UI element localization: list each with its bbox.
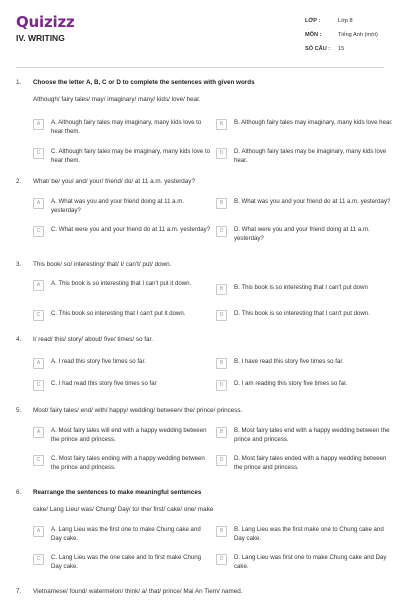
- option-letter-box: A: [33, 119, 44, 130]
- option-text: A. What was you and your friend doing at 11 a.m. yesterday?: [51, 198, 185, 214]
- option-letter-box: A: [33, 358, 44, 369]
- option-text: B. Most fairy tales end with a happy wedding between the prince and princess.: [234, 427, 390, 443]
- option-text: C. Although fairy tales may be imaginary, many kids love to hear them.: [51, 148, 211, 164]
- question-number: 6.: [16, 489, 22, 496]
- option-letter-box: B: [216, 119, 227, 130]
- option-letter-box: A: [33, 198, 44, 209]
- option-text: B. I have read this story five times so far.: [234, 358, 344, 365]
- option-text: A. Although fairy tales may imaginary, many kids love to hear them.: [51, 119, 202, 135]
- option-letter-box: B: [216, 284, 227, 295]
- option-text: D. Although fairy tales may be imaginary, many kids love hear.: [234, 148, 387, 164]
- meta-key: MÔN :: [305, 32, 322, 38]
- meta-key: SỐ CÂU :: [305, 46, 331, 52]
- option-text: C. Most fairy tales ending with a happy wedding between the prince and princess.: [51, 455, 205, 471]
- option-letter-box: B: [216, 427, 227, 438]
- option-letter-box: B: [216, 526, 227, 537]
- question-number: 7.: [16, 588, 22, 595]
- option-letter-box: C: [33, 226, 44, 237]
- option-letter-box: D: [216, 310, 227, 321]
- option-text: D. What were you and your friend doing at 11 a.m. yesterday?: [234, 226, 370, 242]
- option-text: D. Lang Lieu was first one to make Chung cake and Day cake.: [234, 554, 387, 570]
- option-letter-box: C: [33, 554, 44, 565]
- option-letter-box: D: [216, 455, 227, 466]
- option-text: C. This book so interesting that I can't put it down.: [51, 310, 186, 317]
- question-instruction: Choose the letter A, B, C or D to complete the sentences with given words: [33, 79, 255, 86]
- option-letter-box: A: [33, 280, 44, 291]
- question-number: 1.: [16, 79, 22, 86]
- option-letter-box: B: [216, 198, 227, 209]
- meta-value: 15: [338, 46, 345, 52]
- meta-info: [305, 14, 395, 56]
- option-letter-box: D: [216, 148, 227, 159]
- option-letter-box: A: [33, 427, 44, 438]
- option-text: C. What were you and your friend do at 11 a.m. yesterday?: [51, 226, 211, 233]
- quizizz-logo: Quizizz: [16, 13, 75, 31]
- header-divider: [16, 67, 384, 68]
- meta-value: Lớp 8: [338, 18, 353, 24]
- meta-row-class: [305, 14, 395, 28]
- worksheet-header: [0, 0, 400, 64]
- option-letter-box: C: [33, 380, 44, 391]
- question-prompt: Although/ fairy tales/ may/ imaginary/ many/ kids/ love/ hear.: [33, 96, 201, 103]
- question-number: 5.: [16, 407, 22, 414]
- option-text: D. This book is so interesting that I can't put down.: [234, 310, 370, 317]
- option-letter-box: C: [33, 310, 44, 321]
- option-text: B. What was you and your friend do at 11 a.m. yesterday?: [234, 198, 391, 205]
- option-letter-box: A: [33, 526, 44, 537]
- question-prompt: Vietnamese/ found/ watermelon/ think/ a/ that/ prince/ Mai An Tiem/ named.: [33, 588, 243, 595]
- option-text: B. Lang Lieu was the first make one to Chung cake and Day cake.: [234, 526, 384, 542]
- option-text: A. I read this story five times so far.: [51, 358, 146, 365]
- question-number: 3.: [16, 261, 22, 268]
- option-text: A. This book is so interesting that I can't put it down.: [51, 280, 192, 287]
- question-number: 4.: [16, 336, 22, 343]
- option-text: C. I had read this story five times so far: [51, 380, 157, 387]
- option-text: B. This book is so interesting that I can't put down: [234, 284, 368, 291]
- option-text: A. Most fairy tales will end with a happy wedding between the prince and princess.: [51, 427, 207, 443]
- option-letter-box: C: [33, 455, 44, 466]
- question-prompt: What/ be/ you/ and/ your/ friend/ do/ at 11 a.m. yesterday?: [33, 178, 195, 185]
- section-title: IV. WRITING: [16, 33, 65, 43]
- option-text: A. Lang Lieu was the first one to make Chung cake and Day cake.: [51, 526, 201, 542]
- question-number: 2.: [16, 178, 22, 185]
- option-text: D. I am reading this story five times so far.: [234, 380, 348, 387]
- meta-key: LỚP :: [305, 18, 321, 24]
- question-prompt: This book/ so/ interesting/ that/ I/ can't/ put/ down.: [33, 261, 172, 268]
- question-prompt: Most/ fairy tales/ end/ with/ happy/ wedding/ between/ the/ prince/ princess.: [33, 407, 243, 414]
- meta-value: Tiếng Anh (mới): [338, 32, 378, 38]
- option-letter-box: D: [216, 380, 227, 391]
- meta-row-count: [305, 42, 395, 56]
- option-letter-box: B: [216, 358, 227, 369]
- option-text: C. Lang Lieu was the one cake and to first make Chung Day cake.: [51, 554, 202, 570]
- option-letter-box: D: [216, 226, 227, 237]
- question-prompt: cake/ Lang Lieu/ was/ Chung/ Day/ to/ the/ first/ cake/ one/ make: [33, 506, 214, 513]
- option-text: B. Although fairy tales may imaginary, many kids love hear.: [234, 119, 393, 126]
- option-letter-box: D: [216, 554, 227, 565]
- meta-row-subject: [305, 28, 395, 42]
- question-prompt: I/ read/ this/ story/ about/ five/ times/ so far.: [33, 336, 154, 343]
- option-letter-box: C: [33, 148, 44, 159]
- option-text: D. Most fairy tales ended with a happy wedding between the prince and princess.: [234, 455, 387, 471]
- question-instruction: Rearrange the sentences to make meaningful sentences: [33, 489, 202, 496]
